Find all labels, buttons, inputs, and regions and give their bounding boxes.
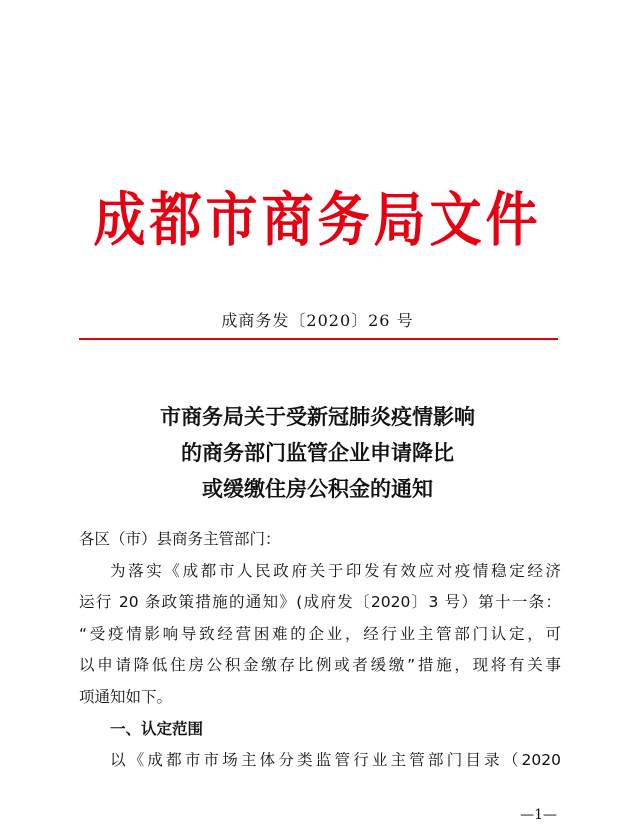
red-separator-line [79,338,558,340]
notice-title-line: 或缓缴住房公积金的通知 [202,477,433,501]
page-number: —1— [520,807,557,823]
paragraph-line: 以申请降低住房公积金缴存比例或者缓缴”措施，现将有关事 [79,656,561,675]
paragraph-line: 为落实《成都市人民政府关于印发有效应对疫情稳定经济 [110,561,561,580]
document-number: 成商务发〔2020〕26 号 [221,311,414,330]
notice-title-line: 市商务局关于受新冠肺炎疫情影响 [160,405,475,429]
notice-title [0,399,635,507]
salutation: 各区（市）县商务主管部门： [79,530,281,548]
paragraph-line: “受疫情影响导致经营困难的企业，经行业主管部门认定，可 [79,624,561,643]
paragraph-line: 运行 20 条政策措施的通知》(成府发〔2020〕3 号）第十一条： [79,593,561,612]
paragraph-line: 项通知如下。 [79,687,173,706]
notice-title-line: 的商务部门监管企业申请降比 [181,441,454,465]
notice-body [79,524,561,777]
section-heading: 一、认定范围 [110,719,204,738]
paragraph-line: 以《成都市市场主体分类监管行业主管部门目录（2020 [110,751,561,770]
masthead-title: 成都市商务局文件 [93,186,542,255]
